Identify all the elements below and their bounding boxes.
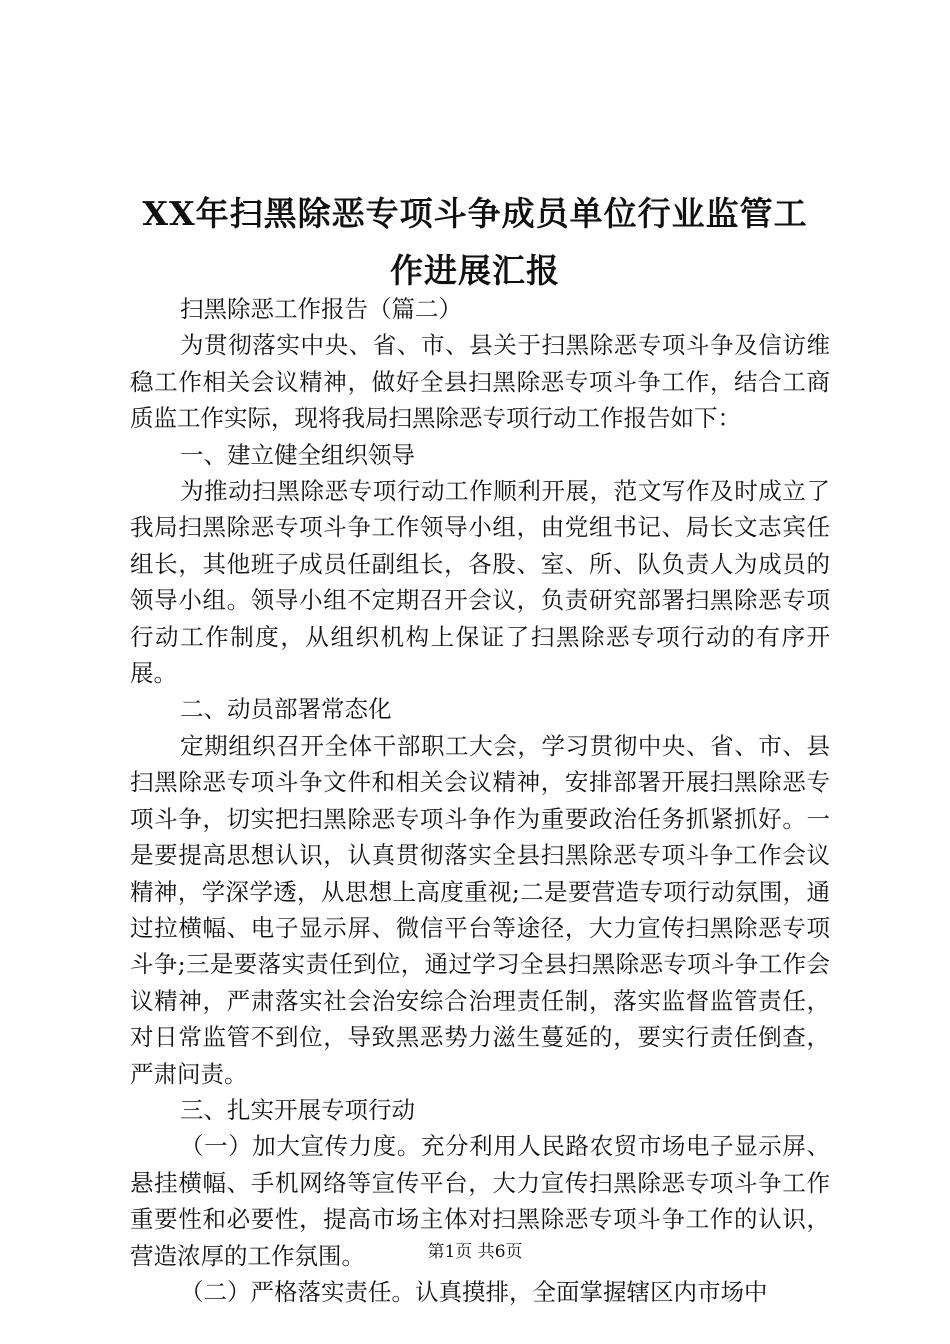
body-paragraph: 为贯彻落实中央、省、市、县关于扫黑除恶专项斗争及信访维稳工作相关会议精神，做好全县扫黑除恶专项斗争工作，结合工商质监工作实际，现将我局扫黑除恶专项行动工作报告如下： — [130, 331, 830, 433]
page-footer: 第1页 共6页 — [427, 1242, 523, 1262]
report-subtitle: 扫黑除恶工作报告（篇二） — [180, 295, 462, 323]
body-paragraph: （二）严格落实责任。认真摸排，全面掌握辖区内市场中 — [180, 1277, 768, 1306]
section-heading: 一、建立健全组织领导 — [180, 440, 415, 469]
document-title-line-2: 作进展汇报 — [390, 251, 560, 290]
document-title-line-1: XX年扫黑除恶专项斗争成员单位行业监管工 — [142, 194, 808, 233]
body-paragraph: 定期组织召开全体干部职工大会，学习贯彻中央、省、市、县扫黑除恶专项斗争文件和相关会议精神，安排部署开展扫黑除恶专项斗争，切实把扫黑除恶专项斗争作为重要政治任务抓紧抓好。一是要提高思想认识，认真贯彻落实全县扫黑除恶专项斗争工作会议精神，学深学透，从思想上高度重视;二是要营造专项行动氛围，通过拉横幅、电子显示屏、微信平台等途径，大力宣传扫黑除恶专项斗争;三是要落实责任到位，通过学习全县扫黑除恶专项斗争工作会议精神，严肃落实社会治安综合治理责任制，落实监督监管责任，对日常监管不到位，导致黑恶势力滋生蔓延的，要实行责任倒查，严肃问责。 — [130, 731, 830, 1088]
document-body — [130, 291, 830, 1310]
section-heading: 二、动员部署常态化 — [180, 695, 392, 724]
section-heading: 三、扎实开展专项行动 — [180, 1095, 415, 1124]
body-paragraph: 为推动扫黑除恶专项行动工作顺利开展，范文写作及时成立了我局扫黑除恶专项斗争工作领导小组，由党组书记、局长文志宾任组长，其他班子成员任副组长，各股、室、所、队负责人为成员的领导小组。领导小组不定期召开会议，负责研究部署扫黑除恶专项行动工作制度，从组织机构上保证了扫黑除恶专项行动的有序开展。 — [130, 477, 830, 688]
body-paragraph: （一）加大宣传力度。充分利用人民路农贸市场电子显示屏、悬挂横幅、手机网络等宣传平台，大力宣传扫黑除恶专项斗争工作重要性和必要性，提高市场主体对扫黑除恶专项斗争工作的认识，营造浓厚的工作氛围。 — [130, 1132, 830, 1270]
